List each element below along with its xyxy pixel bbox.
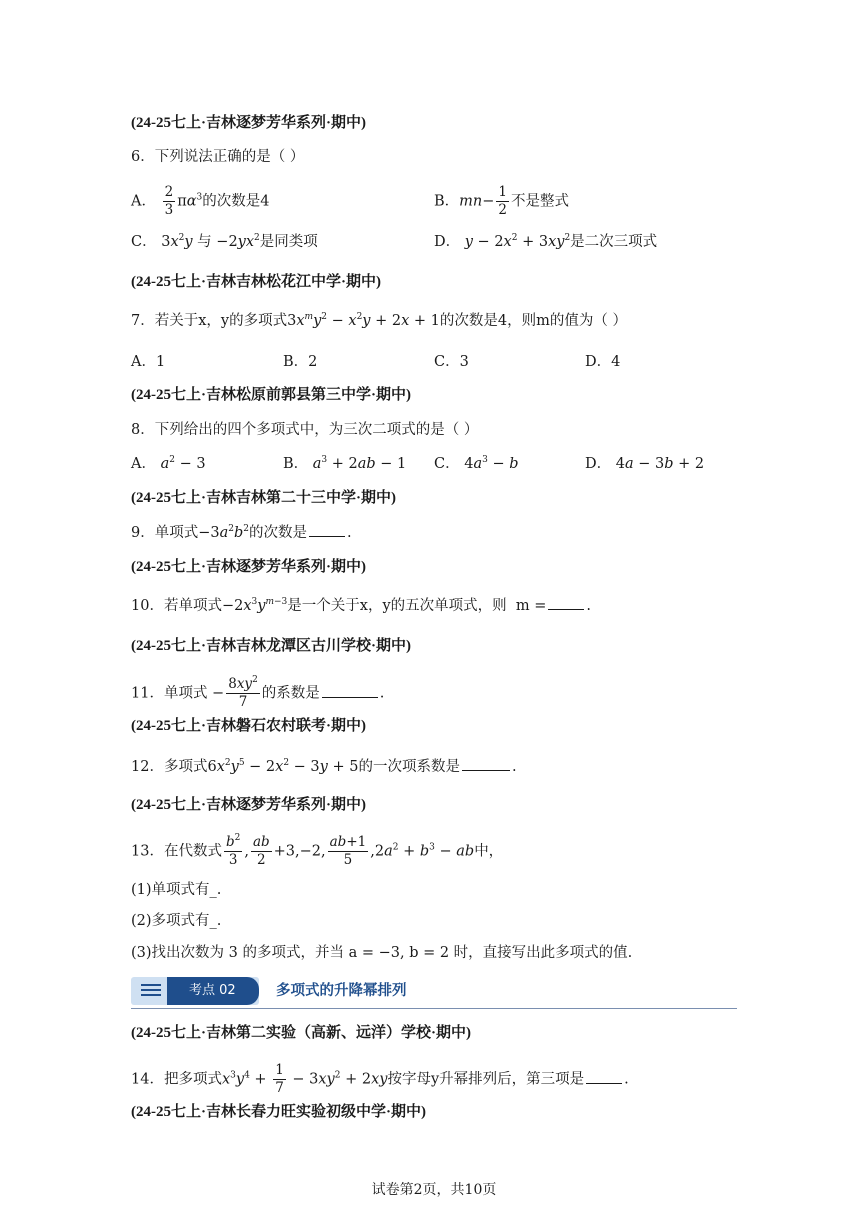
question-13-part-1: (1)单项式有_. bbox=[131, 882, 222, 898]
section-divider bbox=[131, 1008, 737, 1009]
q6-option-a: A． $\frac{2}{3}$ $\pi\alpha^3$的次数是4 bbox=[131, 184, 270, 218]
q7-option-c: C．3 bbox=[434, 354, 469, 370]
q8-option-a: A． $a^2 - 3$ bbox=[131, 455, 206, 472]
q8-option-d: D． 4a − 3b + 2 bbox=[585, 456, 705, 472]
question-13-part-3: (3)找出次数为 3 的多项式，并当 a = −3, b = 2 时，直接写出此多项式的值. bbox=[131, 945, 633, 961]
section-header bbox=[131, 975, 737, 1009]
source-label: (24-25七上·吉林磐石农村联考·期中) bbox=[131, 718, 366, 734]
answer-blank bbox=[586, 1069, 622, 1084]
q6-option-d: D． $y - 2x^2 + 3xy^2$是二次三项式 bbox=[434, 233, 658, 250]
question-14: 14．把多项式$x^3y^4$ + $\frac{1}{7}$ − $3xy^2 + 2xy$按字母y升幂排列后，第三项是 . bbox=[131, 1062, 629, 1096]
question-7-stem: 7．若关于x，y的多项式$3x^my^2 - x^2y + 2x + 1$的次数是4，则m的值为（ ） bbox=[131, 312, 627, 329]
question-10: 10．若单项式$-2x^3y^{m-3}$是一个关于x，y的五次单项式，则 m = . bbox=[131, 597, 591, 614]
answer-blank bbox=[548, 595, 584, 610]
list-icon bbox=[141, 984, 161, 998]
q8-option-c: C． $4a^3 - b$ bbox=[434, 455, 519, 472]
source-label: (24-25七上·吉林长春力旺实验初级中学·期中) bbox=[131, 1104, 426, 1120]
question-9: 9．单项式$-3a^2b^2$的次数是 . bbox=[131, 524, 352, 541]
question-11: 11．单项式 − $\frac{8xy^2}{7}$ 的系数是 . bbox=[131, 675, 385, 710]
q7-option-d: D．4 bbox=[585, 354, 621, 370]
answer-blank bbox=[462, 756, 510, 771]
source-label: (24-25七上·吉林逐梦芳华系列·期中) bbox=[131, 115, 366, 131]
question-12: 12．多项式$6x^2y^5 - 2x^2 - 3y + 5$的一次项系数是 . bbox=[131, 758, 517, 775]
question-13-part-2: (2)多项式有_. bbox=[131, 913, 222, 929]
question-6-stem: 6．下列说法正确的是（ ） bbox=[131, 149, 305, 165]
source-label: (24-25七上·吉林松原前郭县第三中学·期中) bbox=[131, 387, 411, 403]
question-8-stem: 8．下列给出的四个多项式中，为三次二项式的是（ ） bbox=[131, 422, 479, 438]
section-title: 多项式的升降幂排列 bbox=[276, 983, 407, 999]
question-13-stem: 13．在代数式 $\frac{b^2}{3}$ , $\frac{ab}{2}$ +3,−2, $\frac{ab+1}{5}$ $,2a^2 + b^3$ − ab中， bbox=[131, 833, 504, 868]
q7-option-a: A．1 bbox=[131, 354, 166, 370]
page-footer: 试卷第2页，共10页 bbox=[371, 1182, 497, 1198]
answer-blank bbox=[309, 522, 345, 537]
source-label: (24-25七上·吉林吉林第二十三中学·期中) bbox=[131, 490, 396, 506]
source-label: (24-25七上·吉林逐梦芳华系列·期中) bbox=[131, 559, 366, 575]
q6-option-b: B．mn− $\frac{1}{2}$ 不是整式 bbox=[434, 184, 569, 218]
source-label: (24-25七上·吉林吉林松花江中学·期中) bbox=[131, 274, 381, 290]
source-label: (24-25七上·吉林吉林龙潭区古川学校·期中) bbox=[131, 638, 411, 654]
answer-blank bbox=[322, 683, 378, 698]
source-label: (24-25七上·吉林逐梦芳华系列·期中) bbox=[131, 797, 366, 813]
source-label: (24-25七上·吉林第二实验（高新、远洋）学校·期中) bbox=[131, 1025, 471, 1041]
q8-option-b: B． $a^3 + 2ab - 1$ bbox=[283, 455, 407, 472]
q6-option-c: C． $3x^2y$ 与 $-2yx^2$是同类项 bbox=[131, 233, 318, 250]
q7-option-b: B．2 bbox=[283, 354, 318, 370]
section-tag: 考点 02 bbox=[167, 977, 259, 1005]
